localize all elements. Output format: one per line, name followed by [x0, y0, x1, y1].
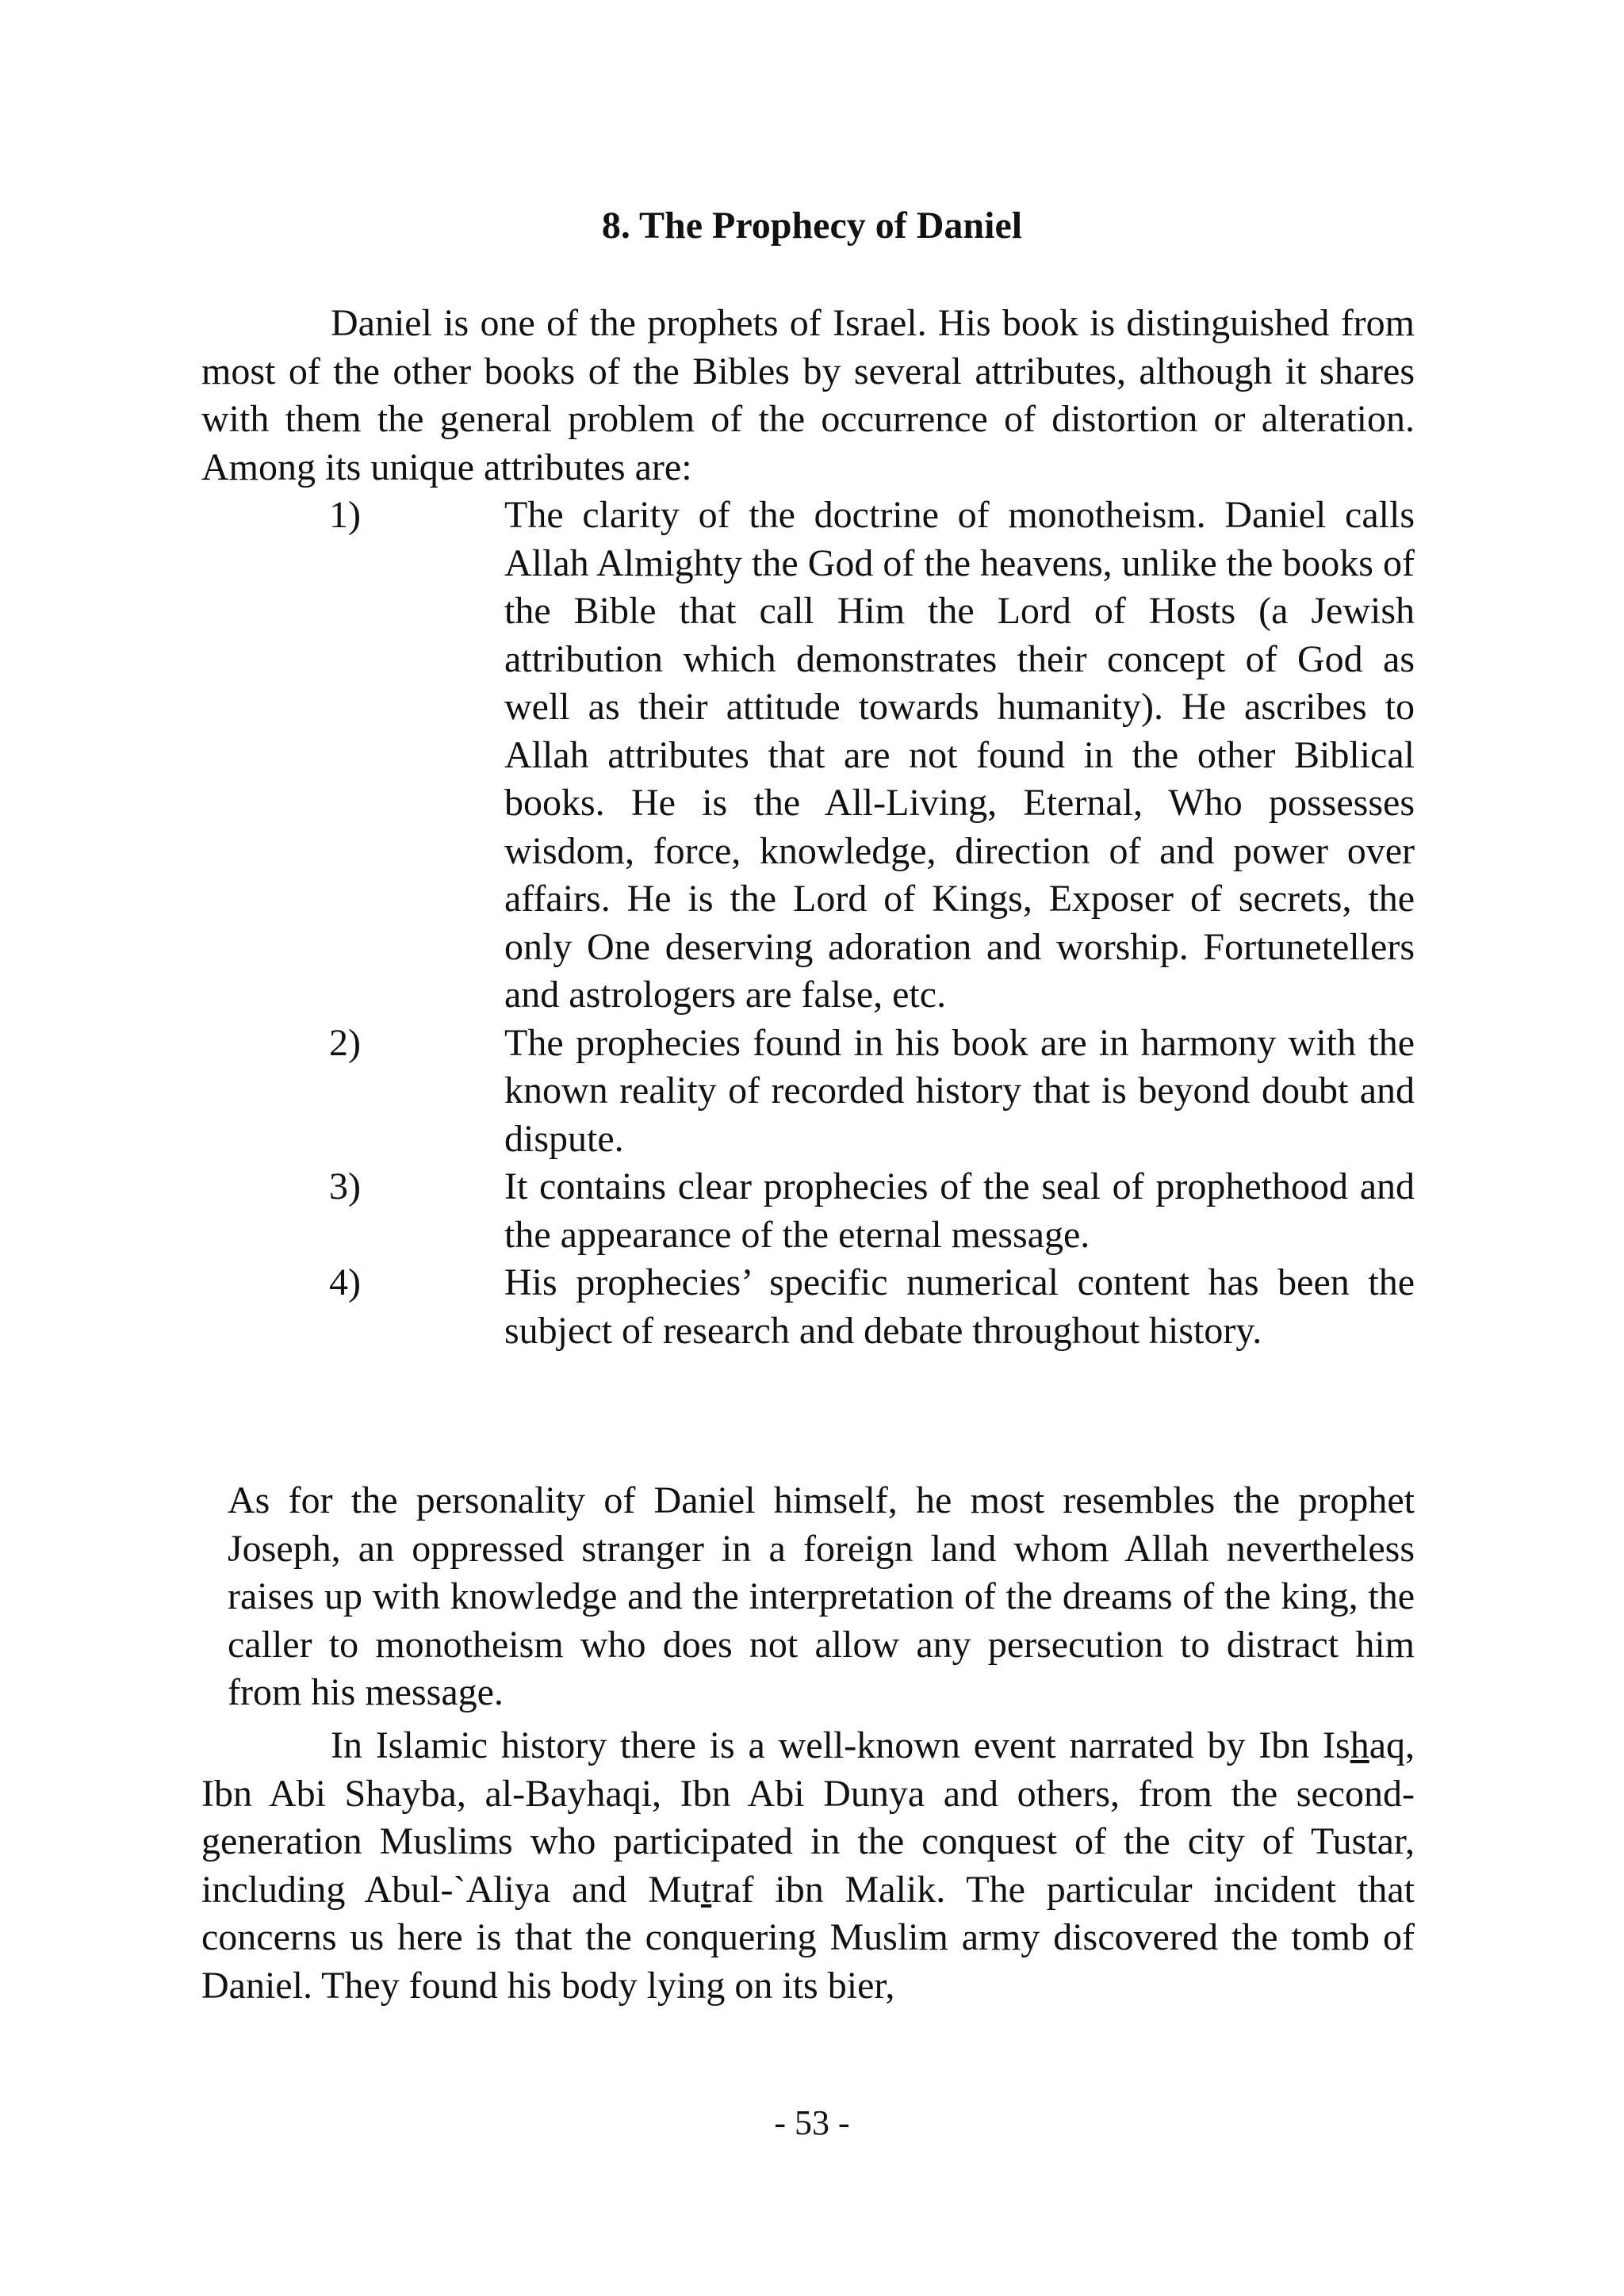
transliteration-mark: t — [700, 1868, 712, 1911]
history-text-part: raf ibn Malik. The particular incident that concerns us here is that the conquering Muslim army discovered the tomb of Daniel. They found his body lying on its bier, — [201, 1868, 1415, 2007]
chapter-title: 8. The Prophecy of Daniel — [601, 205, 1023, 247]
list-item — [0, 1259, 1624, 1355]
list-item-text: His prophecies’ specific numerical content has been the subject of research and debate throughout history. — [504, 1261, 1415, 1352]
personality-paragraph: As for the personality of Daniel himself, he most resembles the prophet Joseph, an oppressed stranger in a foreign land whom Allah nevertheless raises up with knowledge and the interpretation of the dreams of the king, the caller to monotheism who does not allow any persecution to distract him from his message. — [228, 1479, 1415, 1713]
history-text-part: aq, Ibn Abi Shayba, al-Bayhaqi, Ibn Abi Dunya and others, from the second-generation Muslims who participated in the conquest of the city of Tustar, including Abul-`Aliya and Mu — [201, 1724, 1415, 1911]
attributes-list — [0, 492, 1624, 1355]
list-item-text: It contains clear prophecies of the seal of prophethood and the appearance of the eternal message. — [504, 1165, 1415, 1256]
list-item-number: 3) — [329, 1165, 361, 1207]
intro-paragraph: Daniel is one of the prophets of Israel. His book is distinguished from most of the other books of the Bibles by several attributes, although it shares with them the general problem of the occurrence of distortion or alteration. Among its unique attributes are: — [201, 302, 1415, 488]
list-item — [0, 1020, 1624, 1164]
list-item-number: 1) — [329, 494, 361, 536]
list-item-text: The clarity of the doctrine of monotheism. Daniel calls Allah Almighty the God of the heavens, unlike the books of the Bible that call Him the Lord of Hosts (a Jewish attribution which demonstrates their concept of God as well as their attitude towards humanity). He ascribes to Allah attributes that are not found in the other Biblical books. He is the All-Living, Eternal, Who possesses wisdom, force, knowledge, direction of and power over affairs. He is the Lord of Kings, Exposer of secrets, the only One deserving adoration and worship. Fortunetellers and astrologers are false, etc. — [504, 494, 1415, 1016]
transliteration-mark: h — [1350, 1724, 1369, 1766]
page-number: - 53 - — [774, 2103, 850, 2142]
list-item-number: 2) — [329, 1021, 361, 1064]
list-item-text: The prophecies found in his book are in harmony with the known reality of recorded history that is beyond doubt and dispute. — [504, 1021, 1415, 1160]
list-item-number: 4) — [329, 1261, 361, 1303]
history-text-part: In Islamic history there is a well-known event narrated by Ibn Is — [331, 1724, 1350, 1766]
history-paragraph — [201, 1722, 1415, 2010]
list-item — [0, 1163, 1624, 1259]
list-item — [0, 492, 1624, 1020]
